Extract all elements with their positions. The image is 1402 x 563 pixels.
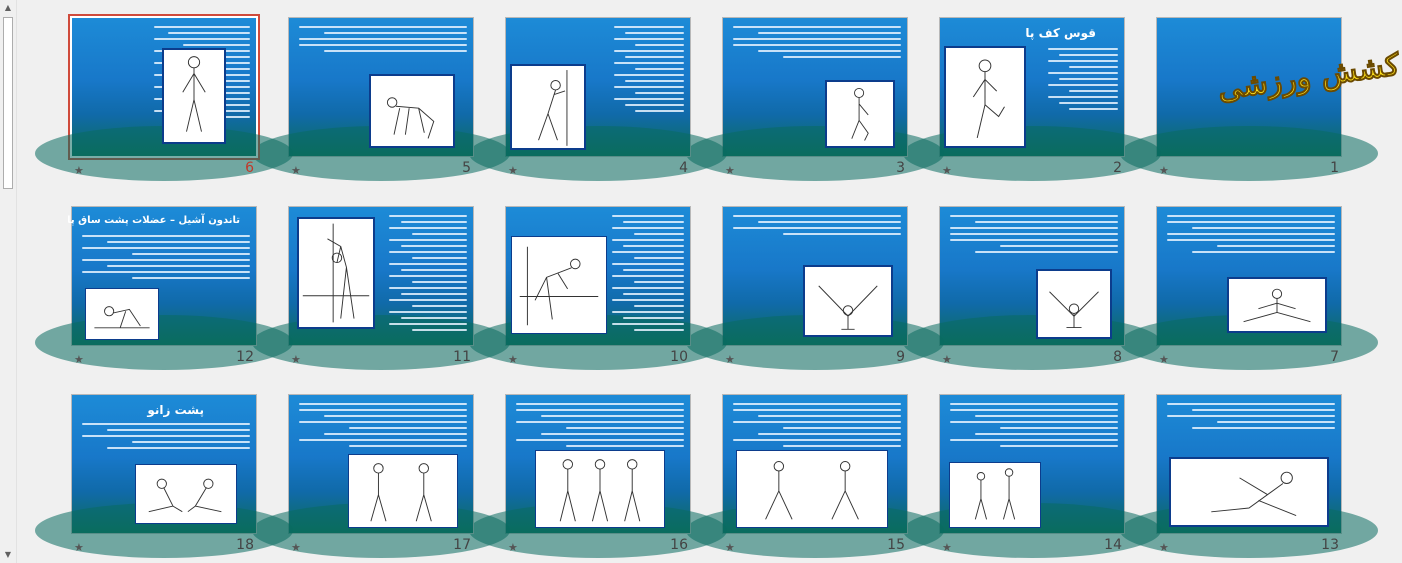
slide-preview xyxy=(506,18,690,156)
slide-number: 16 xyxy=(670,537,688,553)
slide-thumbnail[interactable] xyxy=(1157,207,1341,373)
animation-star-icon: ★ xyxy=(942,353,952,366)
slide-thumbnail[interactable] xyxy=(72,395,256,561)
animation-star-icon: ★ xyxy=(74,353,84,366)
slide-preview xyxy=(940,395,1124,533)
animation-star-icon: ★ xyxy=(725,353,735,366)
animation-star-icon: ★ xyxy=(1159,164,1169,177)
stretch-illustration xyxy=(86,289,158,339)
slide-thumbnail[interactable] xyxy=(506,395,690,561)
slide-thumbnail[interactable] xyxy=(723,395,907,561)
animation-star-icon: ★ xyxy=(291,164,301,177)
stretch-illustration xyxy=(825,80,895,148)
slide-preview xyxy=(723,207,907,345)
slide-number: 13 xyxy=(1321,537,1339,553)
slide-thumbnail[interactable] xyxy=(289,207,473,373)
slide-thumbnail[interactable] xyxy=(72,18,256,184)
scroll-down-icon[interactable]: ▼ xyxy=(4,550,12,559)
slide-number: 14 xyxy=(1104,537,1122,553)
stretch-illustration xyxy=(1227,277,1327,333)
slide-title: کشش ورزشی xyxy=(1215,47,1402,108)
slide-thumbnail[interactable] xyxy=(1157,18,1402,184)
slide-number: 2 xyxy=(1113,160,1122,176)
slide-thumbnail[interactable] xyxy=(1157,395,1341,561)
slide-preview xyxy=(72,18,256,156)
stretch-illustration xyxy=(512,237,606,333)
slide-number: 9 xyxy=(896,349,905,365)
slide-preview xyxy=(289,18,473,156)
slide-thumbnail[interactable] xyxy=(506,207,690,373)
stretch-illustration xyxy=(737,451,887,527)
scroll-thumb[interactable] xyxy=(3,17,13,189)
animation-star-icon: ★ xyxy=(1159,353,1169,366)
slide-thumbnail[interactable] xyxy=(940,18,1124,184)
slide-thumbnail[interactable] xyxy=(723,207,907,373)
animation-star-icon: ★ xyxy=(942,541,952,554)
slide-thumbnail[interactable] xyxy=(506,18,690,184)
stretch-illustration xyxy=(162,48,226,144)
slide-number: 17 xyxy=(453,537,471,553)
slide-thumbnail[interactable] xyxy=(289,18,473,184)
slide-preview xyxy=(1157,18,1402,156)
slide-preview xyxy=(72,395,256,533)
scroll-up-icon[interactable]: ▲ xyxy=(4,3,12,12)
slide-number: 11 xyxy=(453,349,471,365)
animation-star-icon: ★ xyxy=(74,164,84,177)
stretch-illustration xyxy=(944,46,1026,148)
stretch-illustration xyxy=(297,217,375,329)
slide-preview xyxy=(940,18,1124,156)
slide-number: 6 xyxy=(245,160,254,176)
stretch-illustration xyxy=(510,64,586,150)
slide-number: 12 xyxy=(236,349,254,365)
slide-title: پشت زانو xyxy=(147,403,204,417)
vertical-scrollbar[interactable] xyxy=(0,0,17,563)
slide-title: قوس کف پا xyxy=(1025,26,1096,40)
stretch-illustration xyxy=(803,265,893,337)
animation-star-icon: ★ xyxy=(74,541,84,554)
slide-preview xyxy=(940,207,1124,345)
slide-number: 18 xyxy=(236,537,254,553)
stretch-illustration xyxy=(1036,269,1112,339)
animation-star-icon: ★ xyxy=(725,541,735,554)
slide-preview xyxy=(506,395,690,533)
slide-preview xyxy=(1157,207,1341,345)
animation-star-icon: ★ xyxy=(291,353,301,366)
animation-star-icon: ★ xyxy=(508,164,518,177)
slide-thumbnail[interactable] xyxy=(940,207,1124,373)
slide-number: 7 xyxy=(1330,349,1339,365)
slide-preview xyxy=(289,207,473,345)
slide-thumbnail[interactable] xyxy=(67,207,256,373)
slide-sorter-grid xyxy=(17,0,1402,563)
animation-star-icon: ★ xyxy=(942,164,952,177)
slide-thumbnail[interactable] xyxy=(723,18,907,184)
slide-thumbnail[interactable] xyxy=(289,395,473,561)
slide-preview xyxy=(506,207,690,345)
slide-preview xyxy=(723,395,907,533)
stretch-illustration xyxy=(349,455,457,527)
animation-star-icon: ★ xyxy=(1159,541,1169,554)
slide-preview xyxy=(289,395,473,533)
slide-preview xyxy=(723,18,907,156)
slide-number: 3 xyxy=(896,160,905,176)
stretch-illustration xyxy=(950,463,1040,527)
stretch-illustration xyxy=(369,74,455,148)
slide-number: 1 xyxy=(1330,160,1339,176)
stretch-illustration xyxy=(136,465,236,523)
slide-preview xyxy=(67,207,256,345)
animation-star-icon: ★ xyxy=(508,353,518,366)
animation-star-icon: ★ xyxy=(508,541,518,554)
slide-title: تاندون آشیل – عضلات پشت ساق پا xyxy=(67,215,240,226)
slide-number: 15 xyxy=(887,537,905,553)
stretch-illustration xyxy=(536,451,664,527)
animation-star-icon: ★ xyxy=(725,164,735,177)
animation-star-icon: ★ xyxy=(291,541,301,554)
slide-number: 8 xyxy=(1113,349,1122,365)
slide-number: 4 xyxy=(679,160,688,176)
slide-thumbnail[interactable] xyxy=(940,395,1124,561)
slide-number: 5 xyxy=(462,160,471,176)
slide-number: 10 xyxy=(670,349,688,365)
slide-preview xyxy=(1157,395,1341,533)
stretch-illustration xyxy=(1169,457,1329,527)
